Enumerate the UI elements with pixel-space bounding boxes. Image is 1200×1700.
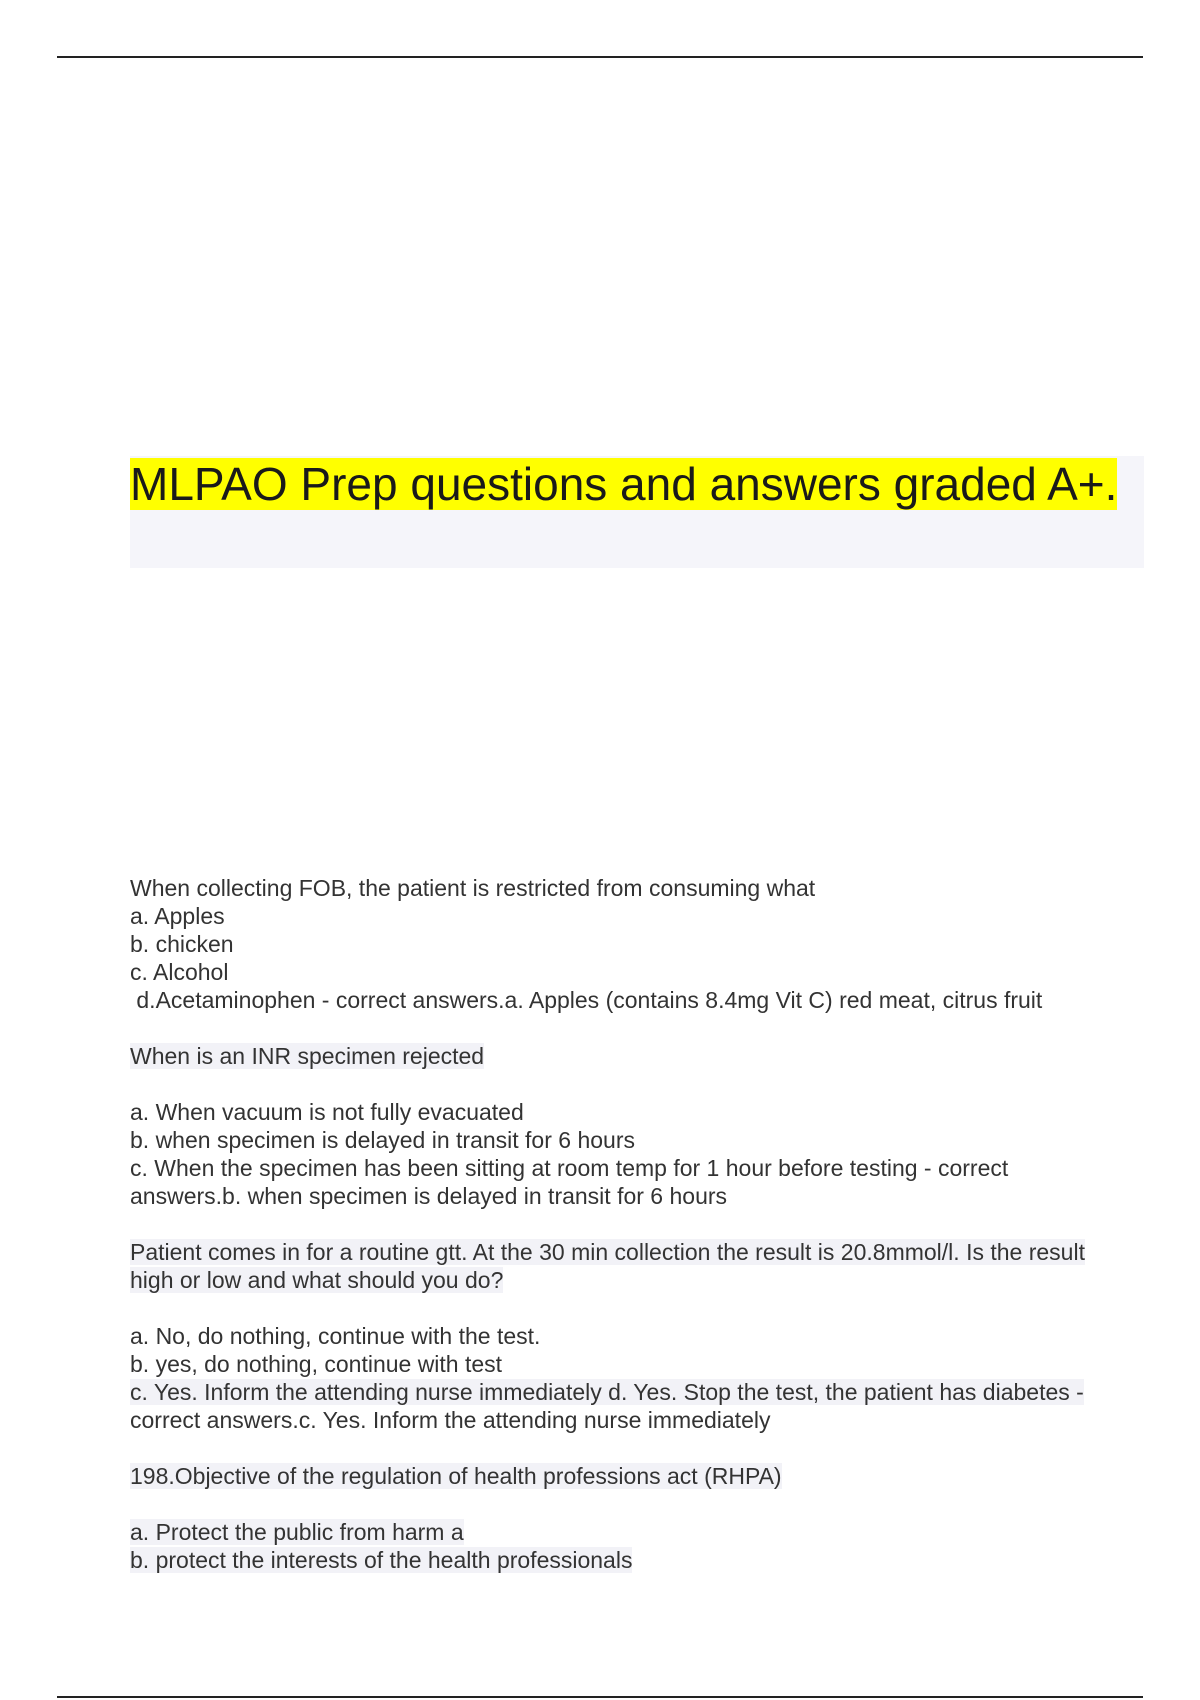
question-4 xyxy=(130,1462,1140,1574)
questions-content xyxy=(130,874,1140,1574)
title-block xyxy=(130,456,1144,568)
question-4-stem-text: 198.Objective of the regulation of health professions act (RHPA) xyxy=(130,1463,782,1489)
question-2-stem-text: When is an INR specimen rejected xyxy=(130,1043,485,1069)
question-2-answer: answers.b. when specimen is delayed in transit for 6 hours xyxy=(130,1183,728,1209)
question-1 xyxy=(130,874,1140,1014)
bottom-rule xyxy=(57,1696,1143,1698)
question-3-option-c-d xyxy=(130,1378,1140,1406)
question-1-answer: d.Acetaminophen - correct answers.a. Apples (contains 8.4mg Vit C) red meat, citrus fruit xyxy=(130,987,1043,1013)
question-3-answer: correct answers.c. Yes. Inform the attending nurse immediately xyxy=(130,1407,771,1433)
question-3-option-c-d-text: c. Yes. Inform the attending nurse immediately d. Yes. Stop the test, the patient has diabetes - xyxy=(130,1379,1084,1405)
top-rule xyxy=(57,56,1143,58)
question-1-line-1: When collecting FOB, the patient is restricted from consuming what xyxy=(130,875,816,901)
question-3-option-a: a. No, do nothing, continue with the test. xyxy=(130,1323,541,1349)
question-2-option-c: c. When the specimen has been sitting at room temp for 1 hour before testing - correct xyxy=(130,1155,1009,1181)
question-1-option-c: c. Alcohol xyxy=(130,959,229,985)
question-3-stem-text-2: high or low and what should you do? xyxy=(130,1267,504,1293)
question-4-option-b-text: b. protect the interests of the health professionals xyxy=(130,1547,633,1573)
document-title xyxy=(130,456,1144,512)
question-1-option-b: b. chicken xyxy=(130,931,234,957)
question-2-option-b: b. when specimen is delayed in transit for 6 hours xyxy=(130,1127,635,1153)
question-3 xyxy=(130,1238,1140,1434)
question-2 xyxy=(130,1042,1140,1210)
question-3-stem-line-2 xyxy=(130,1266,1140,1294)
question-4-option-b xyxy=(130,1546,1140,1574)
question-2-option-a: a. When vacuum is not fully evacuated xyxy=(130,1099,524,1125)
question-3-stem-line-1 xyxy=(130,1238,1140,1266)
question-4-stem xyxy=(130,1462,1140,1490)
question-4-option-a xyxy=(130,1518,1140,1546)
question-3-stem-text-1: Patient comes in for a routine gtt. At the 30 min collection the result is 20.8mmol/l. Is the result xyxy=(130,1239,1085,1265)
question-3-option-b: b. yes, do nothing, continue with test xyxy=(130,1351,503,1377)
question-4-option-a-text: a. Protect the public from harm a xyxy=(130,1519,464,1545)
question-2-stem xyxy=(130,1042,1140,1070)
highlighted-title-text: MLPAO Prep questions and answers graded A+. xyxy=(130,458,1118,510)
question-1-option-a: a. Apples xyxy=(130,903,225,929)
